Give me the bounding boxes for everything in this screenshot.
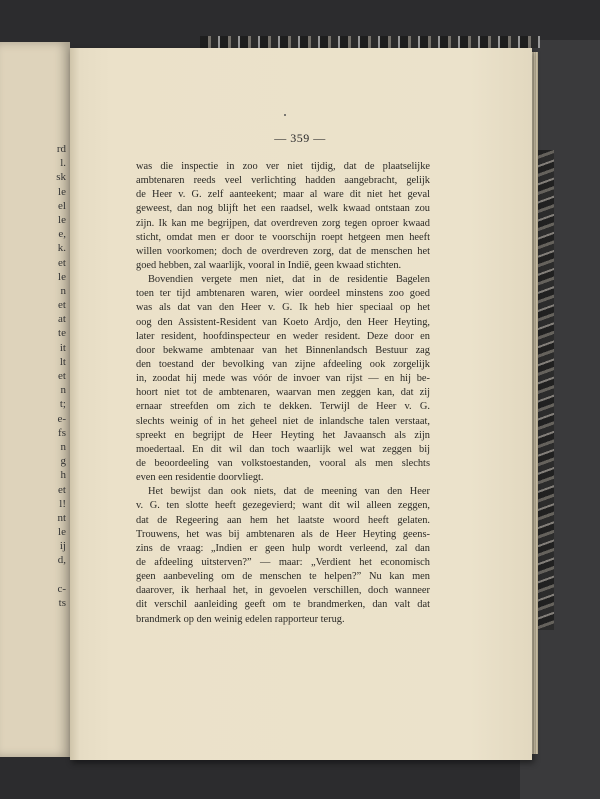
left-page-fragment: at [58,313,66,326]
left-page-fragment: e, [58,228,66,241]
left-page-fragment: d, [57,554,66,567]
left-page-fragment: et [58,370,66,382]
text-line: door bekwame ambtenaar van het Binnenlandsch Bestuur zag [136,344,430,356]
text-line: ambtenaren reeds veel verlichting hadden aangebracht, gelijk [136,175,430,187]
page-body-text [136,160,430,627]
left-page-fragment: n [60,440,66,453]
text-line: geen aanbeveling om de menschen te helpen?” Nu kan men [136,571,430,583]
page-number: — 359 — [274,131,326,145]
left-page-fragment: t; [59,398,66,411]
text-line: Het bewijst dan ook niets, dat de meening van den Heer [148,486,430,498]
left-page-fragment: lt [59,355,66,368]
text-line: de Heer v. G. zelf aanteekent; maar al ware dit niet het geval [136,189,430,201]
left-page-fragment: sk [56,171,66,184]
left-page-fragment: it [59,341,66,354]
text-line: zins de vraag: „Indien er geen hulp wordt verleend, zal dan [136,542,430,554]
left-page-fragment: le [58,185,66,198]
left-page-fragment [56,568,66,582]
left-page-fragment: c- [57,582,66,595]
left-page-fragment: k. [57,242,66,255]
text-line: geweest, dan nog blijft het een raadsel, welk kwaad ontstaan zou [136,203,430,215]
text-line: de beoordeeling van volkstoestanden, vooral als men slechts [136,457,430,469]
left-page [0,42,70,757]
text-line: hoort niet tot de ambtenaren, waarvan men zeggen kan, dat zij [136,387,430,399]
text-line: even een residentie doorvliegt. [136,472,264,484]
text-line: daarover, ik herhaal het, in gevoelen verschillen, doch wanneer [136,585,430,597]
text-line: was die inspectie in zoo ver niet tijdig, dat de plaatselijke [136,161,430,172]
left-page-fragment: rd [56,143,66,155]
left-page-fragment: ts [58,597,66,609]
text-line: in, zoodat hij mede was vóór de invoer van rijst — en hij be- [136,373,430,385]
text-line: sticht, omdat men er door te voorschijn roept hetgeen men heeft [136,231,430,243]
left-page-text-fragments [56,142,66,610]
left-page-fragment: le [58,213,66,226]
text-line: oog den Assistent-Resident van Koeto Ardjo, den Heer Heyting, [136,316,430,328]
left-page-fragment: l! [59,497,66,510]
text-line: Trouwens, het was bij ambtenaren als de Heer Heyting geens- [136,528,430,540]
text-line: willen voorkomen; doch de overdreven zorg, dat de menschen het [136,245,430,257]
text-line: den toestand der bevolking van zijne afdeeling ook zorgelijk [136,358,430,370]
text-line: dat de Regeering aan hem het laatste woord heeft gelaten. [136,514,430,526]
left-page-fragment: n [60,384,66,397]
left-page-fragment: le [58,526,66,539]
left-page-fragment: h [60,469,66,482]
left-page-fragment: l. [60,157,66,170]
left-page-fragment: e- [57,412,66,425]
text-line: v. G. ten slotte heeft gezegevierd; want dit wil alleen zeggen, [136,500,430,512]
book-cover-edge [536,150,554,630]
left-page-fragment: et [58,299,66,312]
book-top-edge [200,36,540,48]
left-page-fragment: g [60,455,66,468]
left-page-fragment: el [58,199,66,212]
left-page-fragment: et [58,256,66,269]
text-line: zijn. Ik kan me begrijpen, dat overdreven zorg tegen oproer kwaad [136,217,430,229]
text-line: brandmerk op den weinig edelen rapporteur terug. [136,613,345,625]
text-line: toen ter tijd ambtenaren waren, wier oordeel minstens zoo goed [136,288,430,300]
left-page-fragment: nt [57,511,66,524]
text-line: de afdeeling uitsterven?” — maar: „Verdient het economisch [136,556,430,568]
left-page-fragment: le [58,270,66,283]
text-line: later resident, hoofdinspecteur en weder resident. Deze door en [136,330,430,342]
page-speck [284,114,286,116]
left-page-fragment: te [58,327,66,340]
text-line: ernaar streefden om zich te dekken. Terwijl de Heer v. G. [136,401,430,413]
text-line: Bovendien vergete men niet, dat in de residentie Bagelen [148,274,430,286]
text-line: dit verschil aanleiding geeft om te brandmerken, dan valt dat [136,599,430,611]
left-page-fragment: n [60,284,66,297]
text-line: was als dat van den Heer v. G. Ik heb hier speciaal op het [136,302,430,314]
left-page-fragment: et [58,483,66,496]
text-line: goed hebben, zal waarlijk, vooral in Indië, geen kwaad stichten. [136,259,402,271]
text-line: slechts weinig of in het geheel niet de inlandsche talen verstaat, [136,415,430,427]
left-page-fragment: ij [59,540,66,553]
text-line: spreekt en begrijpt de Heer Heyting het Javaansch als zijn [136,429,430,441]
text-line: moedertaal. En dit wil dan toch waarlijk wel wat zeggen bij [136,443,430,455]
left-page-fragment: fs [58,426,66,439]
